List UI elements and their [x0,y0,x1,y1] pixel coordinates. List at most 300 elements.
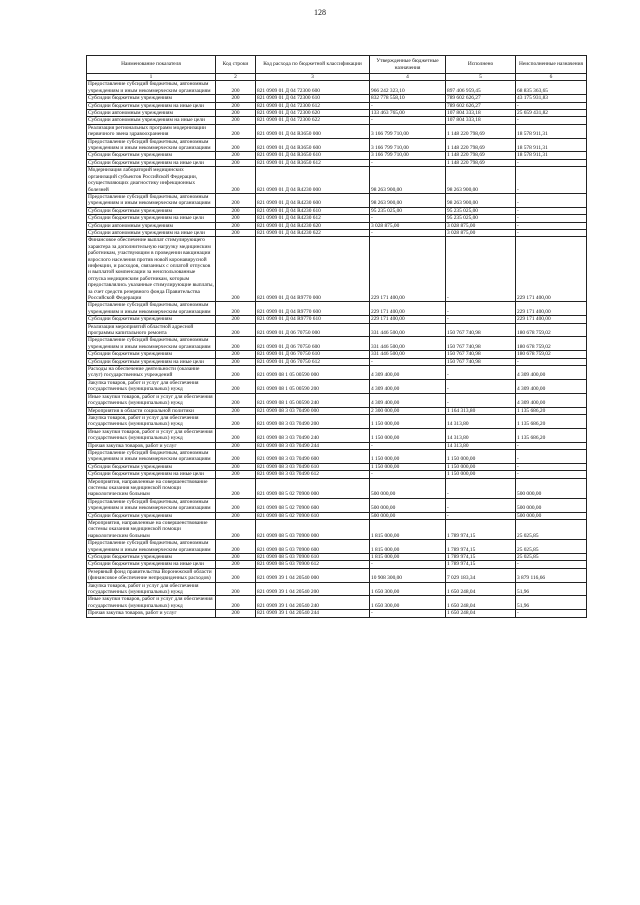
table-row [87,561,587,568]
table-row [87,610,587,617]
executed-amount-cell: 1 789 974,15 [446,554,516,561]
executed-amount-cell: 7 029 183,34 [446,568,516,582]
indicator-name-cell: Закупка товаров, работ и услуг для обеспечения государственных (муниципальных) нужд [87,414,216,428]
executed-amount-cell: 107 804 333,18 [446,110,516,117]
table-row [87,193,587,207]
unexecuted-amount-cell: 180 678 759,02 [516,323,587,337]
line-code-cell: 200 [216,302,256,316]
table-row [87,110,587,117]
approved-amount-cell: 500 000,00 [370,512,446,519]
unexecuted-amount-cell: 229 171 400,00 [516,316,587,323]
expense-code-cell: 821 0909 08 3 03 70490 200 [256,414,370,428]
approved-amount-cell: 4 309 400,00 [370,366,446,380]
executed-amount-cell: 150 767 740,98 [446,323,516,337]
table-row [87,138,587,152]
unexecuted-amount-cell: - [516,463,587,470]
indicator-name-cell: Субсидии автономным учреждениям на иные цели [87,229,216,236]
unexecuted-amount-cell: - [516,229,587,236]
indicator-name-cell: Модернизация лабораторий медицинских организаций субъектов Российской Федерации, осуществляющих диагностику инфекционных болезней [87,167,216,194]
table-row [87,237,587,302]
executed-amount-cell: 1 164 313,80 [446,407,516,414]
executed-amount-cell: 1 650 248,04 [446,610,516,617]
line-code-cell: 200 [216,351,256,358]
line-code-cell: 200 [216,471,256,478]
expense-code-cell: 821 0909 01 Д 04 R3650 612 [256,159,370,166]
unexecuted-amount-cell: - [516,207,587,214]
approved-amount-cell: 10 908 300,00 [370,568,446,582]
header-executed: Исполнено [446,56,516,74]
table-row [87,358,587,365]
executed-amount-cell: - [446,393,516,407]
approved-amount-cell: 331 446 500,00 [370,351,446,358]
line-code-cell: 200 [216,414,256,428]
table-row [87,81,587,95]
line-code-cell: 200 [216,442,256,449]
expense-code-cell: 821 0909 01 Д 04 R9770 600 [256,302,370,316]
unexecuted-amount-cell: 1 135 686,20 [516,414,587,428]
approved-amount-cell: 229 171 400,00 [370,237,446,302]
line-code-cell: 200 [216,379,256,393]
executed-amount-cell: 1 789 974,15 [446,561,516,568]
executed-amount-cell: 150 767 740,98 [446,358,516,365]
approved-amount-cell: 1 815 000,00 [370,554,446,561]
expense-code-cell: 821 0909 08 1 05 00590 240 [256,393,370,407]
executed-amount-cell: - [446,478,516,498]
approved-amount-cell: 832 778 558,10 [370,95,446,102]
executed-amount-cell: 789 602 626,27 [446,102,516,109]
table-row [87,498,587,512]
approved-amount-cell: 1 150 000,00 [370,428,446,442]
line-code-cell: 200 [216,152,256,159]
approved-amount-cell: 229 171 400,00 [370,302,446,316]
approved-amount-cell: 500 000,00 [370,498,446,512]
unexecuted-amount-cell: 1 135 686,20 [516,407,587,414]
approved-amount-cell: 4 309 400,00 [370,393,446,407]
approved-amount-cell: - [370,159,446,166]
indicator-name-cell: Предоставление субсидий бюджетным, автономным учреждениям и иным некоммерческим организациям [87,337,216,351]
unexecuted-amount-cell: 229 171 400,00 [516,237,587,302]
unexecuted-amount-cell: 68 835 363,65 [516,81,587,95]
expense-code-cell: 821 0909 01 Д 04 72300 600 [256,81,370,95]
table-row [87,407,587,414]
indicator-name-cell: Субсидии бюджетным учреждениям [87,95,216,102]
indicator-name-cell: Прочая закупка товаров, работ и услуг [87,442,216,449]
header-unexecuted: Неисполненные назначения [516,56,587,74]
indicator-name-cell: Субсидии бюджетным учреждениям [87,463,216,470]
indicator-name-cell: Субсидии бюджетным учреждениям на иные цели [87,215,216,222]
unexecuted-amount-cell: 1 135 686,20 [516,428,587,442]
line-code-cell: 200 [216,229,256,236]
indicator-name-cell: Иные закупки товаров, работ и услуг для обеспечения государственных (муниципальных) нужд [87,428,216,442]
approved-amount-cell: - [370,102,446,109]
approved-amount-cell: 1 815 000,00 [370,540,446,554]
line-code-cell: 200 [216,117,256,124]
line-code-cell: 200 [216,366,256,380]
indicator-name-cell: Субсидии бюджетным учреждениям на иные цели [87,471,216,478]
table-row [87,229,587,236]
column-number: 3 [256,74,370,81]
table-row [87,428,587,442]
column-number-row [87,74,587,81]
indicator-name-cell: Субсидии бюджетным учреждениям на иные цели [87,102,216,109]
table-row [87,124,587,138]
expense-code-cell: 821 0909 08 5 02 70900 600 [256,498,370,512]
table-row [87,95,587,102]
line-code-cell: 200 [216,393,256,407]
executed-amount-cell: 1 150 000,00 [446,449,516,463]
expense-code-cell: 821 0909 08 3 03 70490 244 [256,442,370,449]
indicator-name-cell: Мероприятия в области социальной политики [87,407,216,414]
unexecuted-amount-cell: 500 000,00 [516,498,587,512]
line-code-cell: 200 [216,554,256,561]
line-code-cell: 200 [216,207,256,214]
indicator-name-cell: Субсидии бюджетным учреждениям на иные цели [87,358,216,365]
expense-code-cell: 821 0909 08 5 03 70900 612 [256,561,370,568]
header-row [87,56,587,74]
expense-code-cell: 821 0909 01 Д 04 R9770 610 [256,316,370,323]
line-code-cell: 200 [216,358,256,365]
unexecuted-amount-cell: 18 578 911,31 [516,152,587,159]
unexecuted-amount-cell: 51,96 [516,596,587,610]
approved-amount-cell: 95 235 025,00 [370,207,446,214]
expense-code-cell: 821 0909 01 Д 04 R4230 610 [256,207,370,214]
table-row [87,393,587,407]
approved-amount-cell: - [370,215,446,222]
approved-amount-cell: - [370,561,446,568]
line-code-cell: 200 [216,215,256,222]
expense-code-cell: 821 0909 01 Д 04 72300 622 [256,117,370,124]
executed-amount-cell: 98 263 900,00 [446,193,516,207]
approved-amount-cell: - [370,442,446,449]
approved-amount-cell: 1 815 000,00 [370,520,446,540]
expense-code-cell: 821 0909 01 Д 04 R4230 600 [256,193,370,207]
approved-amount-cell: 500 000,00 [370,478,446,498]
approved-amount-cell: 1 650 300,00 [370,582,446,596]
expense-code-cell: 821 0909 01 Д 04 R4230 622 [256,229,370,236]
indicator-name-cell: Реализация мероприятий областной адресной программы капитального ремонта [87,323,216,337]
unexecuted-amount-cell: 25 025,85 [516,554,587,561]
header-indicator-name: Наименование показателя [87,56,216,74]
indicator-name-cell: Расходы на обеспечение деятельности (оказание услуг) государственных учреждений [87,366,216,380]
line-code-cell: 200 [216,498,256,512]
executed-amount-cell: - [446,302,516,316]
indicator-name-cell: Предоставление субсидий бюджетным, автономным учреждениям и иным некоммерческим организациям [87,449,216,463]
table-row [87,449,587,463]
indicator-name-cell: Предоставление субсидий бюджетным, автономным учреждениям и иным некоммерческим организациям [87,138,216,152]
executed-amount-cell: 1 148 220 798,69 [446,159,516,166]
expense-code-cell: 821 0909 01 Д 06 70750 600 [256,337,370,351]
executed-amount-cell: 14 313,80 [446,414,516,428]
executed-amount-cell: 3 028 875,00 [446,222,516,229]
unexecuted-amount-cell: 229 171 400,00 [516,302,587,316]
indicator-name-cell: Финансовое обеспечение выплат стимулирующего характера за дополнительную нагрузку медицинским работникам, участвующим в проведении вакцинации взрослого населения против новой коронавирусной инфекции, и расходов, связанных с оплатой отпусков и выплатой компенсации за неиспользованные отпуска медицинским работникам, которым предоставлялись указанные стимулирующие выплаты, за счет средств резервного фонда Правительства Российской Федерации [88,237,214,301]
approved-amount-cell: 98 263 900,00 [370,167,446,194]
unexecuted-amount-cell: 500 000,00 [516,512,587,519]
approved-amount-cell: - [370,471,446,478]
table-row [87,102,587,109]
indicator-name-cell: Субсидии бюджетным учреждениям [87,316,216,323]
indicator-name-cell: Реализация региональных программ модернизации первичного звена здравоохранения [87,124,216,138]
expense-code-cell: 821 0909 08 3 03 70490 000 [256,407,370,414]
line-code-cell: 200 [216,316,256,323]
indicator-name-cell: Мероприятия, направленные на совершенствование системы оказания медицинской помощи наркологическим больным [87,520,216,540]
indicator-name-cell: Иные закупки товаров, работ и услуг для обеспечения государственных (муниципальных) нужд [87,393,216,407]
line-code-cell: 200 [216,102,256,109]
expense-code-cell: 821 0909 08 5 03 70900 600 [256,540,370,554]
approved-amount-cell: 1 650 300,00 [370,596,446,610]
approved-amount-cell: 3 028 875,00 [370,222,446,229]
expense-code-cell: 821 0909 01 Д 04 R3650 610 [256,152,370,159]
indicator-name-cell: Субсидии автономным учреждениям на иные цели [87,117,216,124]
line-code-cell: 200 [216,337,256,351]
executed-amount-cell: 3 028 875,00 [446,229,516,236]
line-code-cell: 200 [216,323,256,337]
unexecuted-amount-cell: 18 578 911,31 [516,124,587,138]
unexecuted-amount-cell: 25 025,85 [516,540,587,554]
indicator-name-cell: Предоставление субсидий бюджетным, автономным учреждениям и иным некоммерческим организациям [87,498,216,512]
unexecuted-amount-cell: - [516,358,587,365]
page-number: 128 [314,8,326,17]
unexecuted-amount-cell: 18 578 911,31 [516,138,587,152]
unexecuted-amount-cell: 4 309 400,00 [516,393,587,407]
approved-amount-cell: - [370,117,446,124]
executed-amount-cell: 1 650 248,04 [446,582,516,596]
table-row [87,379,587,393]
unexecuted-amount-cell: 43 175 931,83 [516,95,587,102]
column-number: 5 [446,74,516,81]
column-number: 4 [370,74,446,81]
table-row [87,302,587,316]
executed-amount-cell: 1 789 974,15 [446,540,516,554]
expense-code-cell: 821 0909 01 Д 06 70750 610 [256,351,370,358]
indicator-name-cell: Субсидии бюджетным учреждениям [87,351,216,358]
table-row [87,117,587,124]
line-code-cell: 200 [216,124,256,138]
approved-amount-cell: 966 242 323,10 [370,81,446,95]
expense-code-cell: 821 0909 08 1 05 00590 200 [256,379,370,393]
approved-amount-cell: 4 309 400,00 [370,379,446,393]
expense-code-cell: 821 0909 01 Д 04 R9770 000 [256,237,370,302]
unexecuted-amount-cell: 3 879 116,66 [516,568,587,582]
table-row [87,207,587,214]
table-row [87,596,587,610]
header-expense-code: Код расхода по бюджетной классификации [256,56,370,74]
unexecuted-amount-cell: - [516,159,587,166]
executed-amount-cell: 150 767 740,98 [446,337,516,351]
expense-code-cell: 821 0909 08 5 02 70900 000 [256,478,370,498]
line-code-cell: 200 [216,159,256,166]
table-row [87,351,587,358]
table-row [87,323,587,337]
approved-amount-cell: 1 150 000,00 [370,463,446,470]
line-code-cell: 200 [216,568,256,582]
line-code-cell: 200 [216,449,256,463]
executed-amount-cell: 1 148 220 798,69 [446,138,516,152]
unexecuted-amount-cell: - [516,193,587,207]
executed-amount-cell: 1 148 220 798,69 [446,124,516,138]
table-row [87,159,587,166]
column-number: 1 [87,74,216,81]
approved-amount-cell: 1 150 000,00 [370,449,446,463]
table-body [87,81,587,617]
indicator-name-cell: Предоставление субсидий бюджетным, автономным учреждениям и иным некоммерческим организациям [87,540,216,554]
line-code-cell: 200 [216,610,256,617]
table-row [87,568,587,582]
line-code-cell: 200 [216,138,256,152]
line-code-cell: 200 [216,561,256,568]
executed-amount-cell: 14 313,80 [446,428,516,442]
table-row [87,222,587,229]
table-row [87,471,587,478]
table-row [87,316,587,323]
executed-amount-cell: 95 235 025,00 [446,207,516,214]
unexecuted-amount-cell: 25 025,85 [516,520,587,540]
executed-amount-cell: 1 150 000,00 [446,471,516,478]
approved-amount-cell: 3 166 799 710,00 [370,138,446,152]
table-row [87,337,587,351]
approved-amount-cell: - [370,358,446,365]
indicator-name-cell: Закупка товаров, работ и услуг для обеспечения государственных (муниципальных) нужд [87,582,216,596]
expense-code-cell: 821 0909 08 5 03 70900 000 [256,520,370,540]
expense-code-cell: 821 0909 01 Д 04 R3650 000 [256,124,370,138]
indicator-name-cell: Субсидии автономным учреждениям [87,110,216,117]
line-code-cell: 200 [216,81,256,95]
table-row [87,366,587,380]
expense-code-cell: 821 0909 08 3 03 70490 600 [256,449,370,463]
expense-code-cell: 821 0909 08 3 03 70490 610 [256,463,370,470]
unexecuted-amount-cell: 25 659 431,82 [516,110,587,117]
unexecuted-amount-cell: 180 678 759,02 [516,351,587,358]
line-code-cell: 200 [216,478,256,498]
indicator-name-cell: Субсидии бюджетным учреждениям [87,207,216,214]
approved-amount-cell: 133 463 765,00 [370,110,446,117]
indicator-name-cell: Субсидии бюджетным учреждениям [87,512,216,519]
table-row [87,414,587,428]
executed-amount-cell: - [446,512,516,519]
indicator-name-cell: Субсидии бюджетным учреждениям [87,554,216,561]
expense-code-cell: 821 0909 01 Д 06 70750 612 [256,358,370,365]
table-row [87,520,587,540]
line-code-cell: 200 [216,407,256,414]
approved-amount-cell: 3 166 799 710,00 [370,124,446,138]
line-code-cell: 200 [216,512,256,519]
unexecuted-amount-cell: - [516,610,587,617]
table-row [87,478,587,498]
executed-amount-cell: 1 789 974,15 [446,520,516,540]
executed-amount-cell: - [446,366,516,380]
table-row [87,442,587,449]
expense-code-cell: 821 0909 01 Д 04 R4230 000 [256,167,370,194]
indicator-name-cell: Субсидии бюджетным учреждениям [87,152,216,159]
expense-code-cell: 821 0909 08 1 05 00590 000 [256,366,370,380]
line-code-cell: 200 [216,110,256,117]
expense-code-cell: 821 0909 01 Д 04 R4230 620 [256,222,370,229]
column-number: 2 [216,74,256,81]
unexecuted-amount-cell: - [516,167,587,194]
unexecuted-amount-cell: 51,96 [516,582,587,596]
approved-amount-cell: 3 166 799 710,00 [370,152,446,159]
expense-code-cell: 821 0909 01 Д 04 R4230 612 [256,215,370,222]
expense-code-cell: 821 0909 39 1 04 20540 000 [256,568,370,582]
expense-code-cell: 821 0909 08 5 02 70900 610 [256,512,370,519]
indicator-name-cell: Предоставление субсидий бюджетным, автономным учреждениям и иным некоммерческим организациям [87,302,216,316]
line-code-cell: 200 [216,193,256,207]
line-code-cell: 200 [216,167,256,194]
indicator-name-cell: Мероприятия, направленные на совершенствование системы оказания медицинской помощи наркологическим больным [87,478,216,498]
column-number: 6 [516,74,587,81]
executed-amount-cell: 95 235 025,00 [446,215,516,222]
line-code-cell: 200 [216,428,256,442]
approved-amount-cell: 98 263 900,00 [370,193,446,207]
expense-code-cell: 821 0909 39 1 04 20540 200 [256,582,370,596]
expense-code-cell: 821 0909 01 Д 04 72300 610 [256,95,370,102]
approved-amount-cell: 229 171 400,00 [370,316,446,323]
executed-amount-cell: - [446,316,516,323]
unexecuted-amount-cell: - [516,117,587,124]
table-row [87,540,587,554]
table-row [87,463,587,470]
expense-code-cell: 821 0909 01 Д 04 72300 620 [256,110,370,117]
executed-amount-cell: 1 148 220 798,69 [446,152,516,159]
indicator-name-cell: Предоставление субсидий бюджетным, автономным учреждениям и иным некоммерческим организациям [87,81,216,95]
unexecuted-amount-cell: - [516,471,587,478]
line-code-cell: 200 [216,596,256,610]
indicator-name-cell: Закупка товаров, работ и услуг для обеспечения государственных (муниципальных) нужд [87,379,216,393]
expense-code-cell: 821 0909 01 Д 06 70750 000 [256,323,370,337]
executed-amount-cell: 1 650 248,04 [446,596,516,610]
line-code-cell: 200 [216,237,256,302]
unexecuted-amount-cell: - [516,222,587,229]
approved-amount-cell: - [370,229,446,236]
line-code-cell: 200 [216,222,256,229]
indicator-name-cell: Субсидии автономным учреждениям [87,222,216,229]
executed-amount-cell: 107 804 333,18 [446,117,516,124]
line-code-cell: 200 [216,540,256,554]
line-code-cell: 200 [216,463,256,470]
line-code-cell: 200 [216,95,256,102]
unexecuted-amount-cell: - [516,215,587,222]
unexecuted-amount-cell: - [516,449,587,463]
executed-amount-cell: 150 767 740,98 [446,351,516,358]
executed-amount-cell: - [446,379,516,393]
expense-code-cell: 821 0909 01 Д 04 72300 612 [256,102,370,109]
budget-table [86,55,587,618]
executed-amount-cell: 897 406 959,45 [446,81,516,95]
executed-amount-cell: 98 263 900,00 [446,167,516,194]
unexecuted-amount-cell: 4 309 400,00 [516,379,587,393]
executed-amount-cell: - [446,498,516,512]
table-row [87,582,587,596]
expense-code-cell: 821 0909 01 Д 04 R3650 600 [256,138,370,152]
indicator-name-cell: Предоставление субсидий бюджетным, автономным учреждениям и иным некоммерческим организациям [87,193,216,207]
executed-amount-cell: 14 313,80 [446,442,516,449]
indicator-name-cell: Резервный фонд правительства Воронежской области (финансовое обеспечение непредвиденных расходов) [87,568,216,582]
line-code-cell: 200 [216,520,256,540]
line-code-cell: 200 [216,582,256,596]
expense-code-cell: 821 0909 08 5 03 70900 610 [256,554,370,561]
expense-code-cell: 821 0909 08 3 03 70490 240 [256,428,370,442]
unexecuted-amount-cell: - [516,561,587,568]
unexecuted-amount-cell: 180 678 759,02 [516,337,587,351]
executed-amount-cell: - [446,237,516,302]
unexecuted-amount-cell: - [516,442,587,449]
indicator-name-cell: Прочая закупка товаров, работ и услуг [87,610,216,617]
unexecuted-amount-cell: 500 000,00 [516,478,587,498]
expense-code-cell: 821 0909 08 3 03 70490 612 [256,471,370,478]
table-row [87,215,587,222]
indicator-name-cell: Субсидии бюджетным учреждениям на иные цели [87,561,216,568]
unexecuted-amount-cell: 4 309 400,00 [516,366,587,380]
